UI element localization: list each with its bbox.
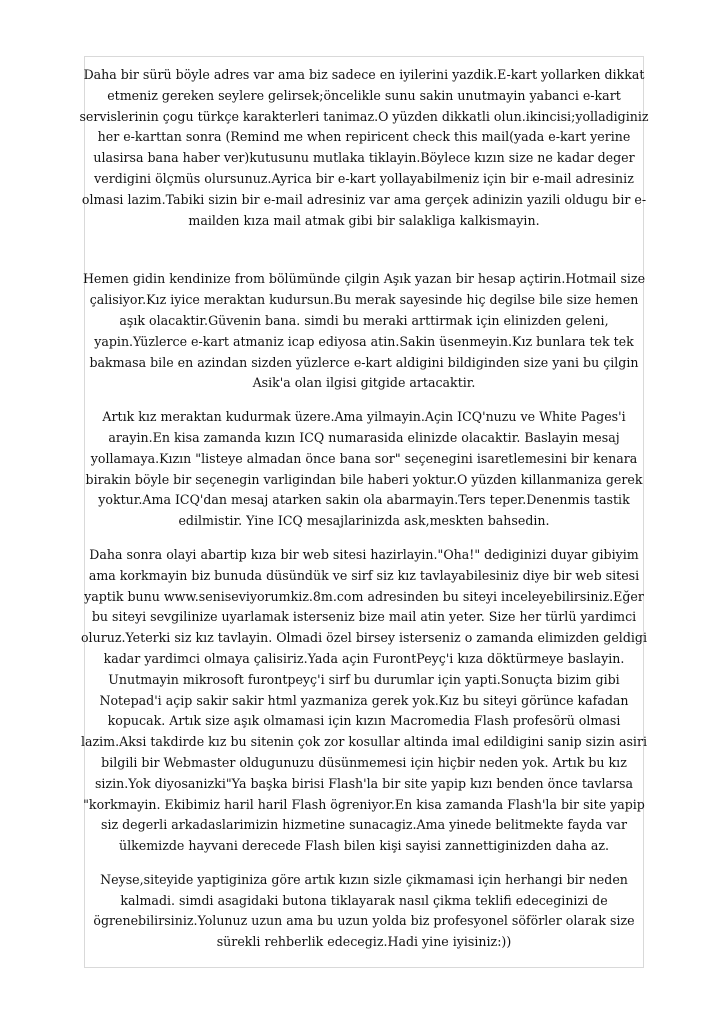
paragraph-icq-messages: Artık kız meraktan kudurmak üzere.Ama yilmayin.Açin ICQ'nuzu ve White Pages'i arayin.En kisa zamanda kızın ICQ numarasida elinizde olacaktir. Baslayin mesaj yollamaya.Kızın "listeye almadan önce bana sor" seçenegini isaretlemesini bir kenara birakin böyle bir seçenegin varligindan bile haberi yoktur.O yüzden killanmaniza gerek yoktur.Ama ICQ'dan mesaj atarken sakin ola abarmayin.Ters teper.Denenmis tastik edilmistir. Yine ICQ mesajlarinizda ask,meskten bahsedin. [85, 409, 643, 529]
paragraph-hotmail-account: Hemen gidin kendinize from bölümünde çilgin Aşık yazan bir hesap açtirin.Hotmail size çalisiyor.Kız iyice meraktan kudursun.Bu merak sayesinde hiç degilse bile size hemen aşık olacaktir.Güvenin bana. simdi bu meraki arttirmak için elinizden geleni, yapin.Yüzlerce e-kart atmaniz icap ediyosa atin.Sakin üsenmeyin.Kız bunlara tek tek bakmasa bile en azindan sizden yüzlerce e-kart aldigini bildiginden size yani bu çilgin Asik'a olan ilgisi gitgide artacaktir. [82, 271, 646, 391]
paragraph-web-site: Daha sonra olayi abartip kıza bir web sitesi hazirlayin."Oha!" dediginizi duyar gibiyim ama korkmayin biz bunuda düsündük ve sirf siz kız tavlayabilesiniz diye bir web sitesi yaptik bunu www.seniseviyorumkiz.8m.com adresinden bu siteyi inceleyebilirsiniz.Eğer bu siteyi sevgilinize uyarlamak isterseniz bize mail atin yeter. Size her türlü yardimci oluruz.Yeterki siz kız tavlayin. Olmadi özel birsey isterseniz o zamanda elimizden geldigi kadar yardimci olmaya çalisiriz.Yada açin FurontPeyç'i kıza döktürmeye baslayin. Unutmayin mikrosoft furontpeyç'i sirf bu durumlar için yapti.Sonuçta bizim gibi Notepad'i açip sakir sakir html yazmaniza gerek yok.Kız bu siteyi görünce kafadan kopucak. Artık size aşık olmamasi için kızın Macromedia Flash profesörü olmasi lazim.Aksi takdirde kız bu sitenin çok zor kosullar altinda imal edildigini sanip sizin asiri bilgili bir Webmaster oldugunuzu düsünmemesi için hiçbir neden yok. Artık bu kız sizin.Yok diyosanizki"Ya başka birisi Flash'la bir site yapip kızı benden önce tavlarsa "korkmayin. Ekibimiz haril haril Flash ögreniyor.En kisa zamanda Flash'la bir site yapip siz degerli arkadaslarimizin hizmetine sunacagiz.Ama yinede belitmekte fayda var ülkemizde hayvani derecede Flash bilen kişi sayisi zannettiginizden daha az. [80, 546, 648, 854]
paragraph-ecard-tips: Daha bir sürü böyle adres var ama biz sadece en iyilerini yazdik.E-kart yollarken dikkat etmeniz gereken seylere gelirsek;öncelikle sunu sakin unutmayin yabanci e-kart servislerinin çogu türkçe karakterleri tanimaz.O yüzden dikkatli olun.ikincisi;yolladiginiz her e-karttan sonra (Remind me when repiricent check this mail(yada e-kart yerine ulasirsa bana haber ver)kutusunu mutlaka tiklayin.Böylece kızın size ne kadar deger verdigini ölçmüs olursunuz.Ayrica bir e-kart yollayabilmeniz için bir e-mail adresiniz olmasi lazim.Tabiki sizin bir e-mail adresiniz var ama gerçek adinizin yazili oldugu bir e-mailden kıza mail atmak gibi bir salakliga kalkismayin. [79, 67, 649, 228]
paragraph-conclusion: Neyse,siteyide yaptiginiza göre artık kızın sizle çikmamasi için herhangi bir neden kalmadi. simdi asagidaki butona tiklayarak nasıl çikma teklifi edeceginizi de ögrenebilirsiniz.Yolunuz uzun ama bu uzun yolda biz profesyonel söförler olarak size sürekli rehberlik edecegiz.Hadi yine iyisiniz:)) [93, 871, 635, 950]
document-body [79, 65, 649, 953]
